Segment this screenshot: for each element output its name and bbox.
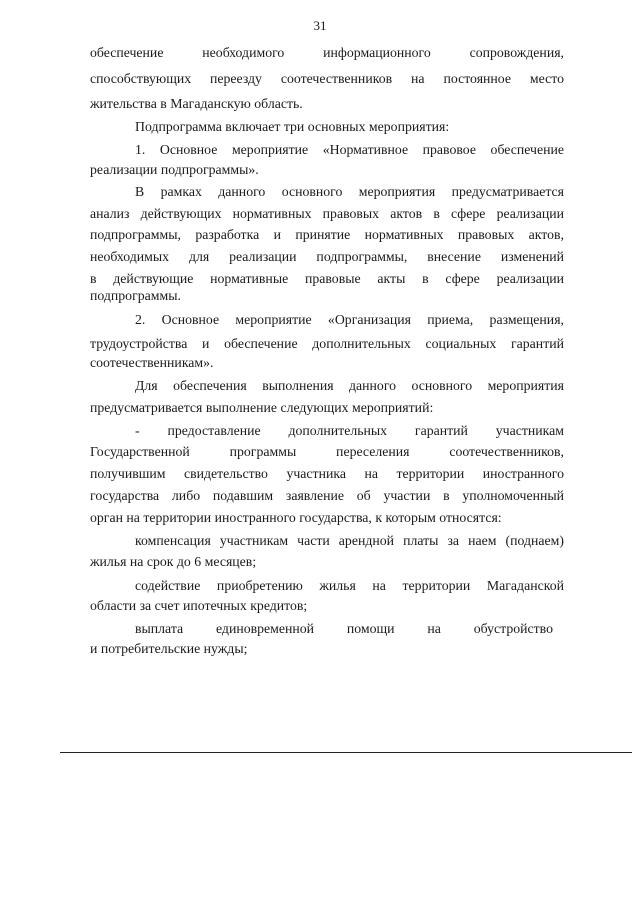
text-line: подпрограммы. [90,288,181,303]
text-line: содействие приобретению жилья на территории Магаданской [135,578,564,593]
text-line: В рамках данного основного мероприятия предусматривается [135,184,564,199]
text-line: реализации подпрограммы». [90,162,259,177]
horizontal-rule [60,752,632,753]
text-line: жительства в Магаданскую область. [90,96,303,111]
text-line: способствующих переезду соотечественников на постоянное место [90,71,564,86]
text-line: 2. Основное мероприятие «Организация приема, размещения, [135,312,564,327]
text-line: компенсация участникам части арендной платы за наем (поднаем) [135,533,564,548]
text-line: необходимых для реализации подпрограммы, внесение изменений [90,249,564,264]
page-number: 31 [313,18,327,33]
text-line: выплата единовременной помощи на обустройство [135,621,553,636]
text-line: Государственной программы переселения соотечественников, [90,444,564,459]
text-line: орган на территории иностранного государства, к которым относятся: [90,510,502,525]
text-line: трудоустройства и обеспечение дополнительных социальных гарантий [90,336,564,351]
text-line: подпрограммы, разработка и принятие нормативных правовых актов, [90,227,564,242]
text-line: Подпрограмма включает три основных мероприятия: [135,119,450,134]
text-line: и потребительские нужды; [90,641,248,656]
text-line: государства либо подавшим заявление об участии в уполномоченный [90,488,564,503]
text-line: Для обеспечения выполнения данного основного мероприятия [135,378,564,393]
text-line: обеспечение необходимого информационного сопровождения, [90,45,564,60]
text-line: 1. Основное мероприятие «Нормативное правовое обеспечение [135,142,564,157]
text-line: предусматривается выполнение следующих мероприятий: [90,400,434,415]
text-line: соотечественникам». [90,355,214,370]
text-line: анализ действующих нормативных правовых актов в сфере реализации [90,206,564,221]
text-line: области за счет ипотечных кредитов; [90,598,308,613]
text-line: - предоставление дополнительных гарантий участникам [135,423,564,438]
text-line: получившим свидетельство участника на территории иностранного [90,466,564,481]
text-line: в действующие нормативные правовые акты в сфере реализации [90,271,564,286]
text-line: жилья на срок до 6 месяцев; [90,554,257,569]
